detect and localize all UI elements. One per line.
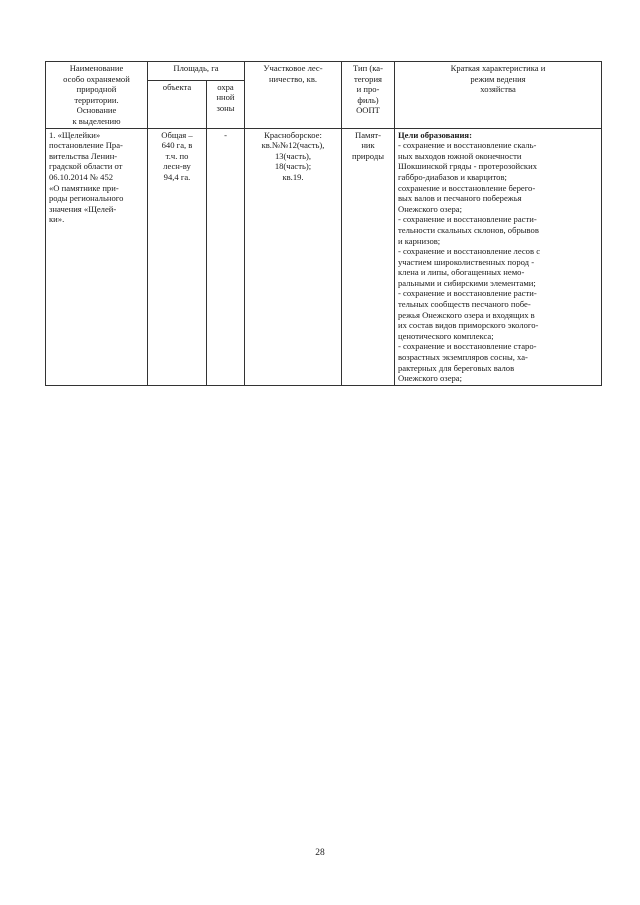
cell-description <box>395 128 602 385</box>
header-area-object: объекта <box>148 80 207 128</box>
header-row <box>46 62 602 81</box>
cell-forestry: Красноборское: кв.№№12(часть), 13(часть), 18(часть); кв.19. <box>245 128 342 385</box>
header-area: Площадь, га <box>148 62 245 81</box>
cell-type: Памят- ник природы <box>342 128 395 385</box>
protected-areas-table <box>45 61 602 386</box>
cell-area-object: Общая – 640 га, в т.ч. по лесн-ву 94,4 га. <box>148 128 207 385</box>
cell-name: 1. «Щелейки» постановление Пра- вительства Ленин- градской области от 06.10.2014 № 452 «О памятнике при- роды регионального значения «Щелей- ки». <box>46 128 148 385</box>
page-number: 28 <box>315 848 325 858</box>
cell-area-buffer: - <box>207 128 245 385</box>
header-type: Тип (ка- тегория и про- филь) ООПТ <box>342 62 395 129</box>
header-name: Наименование особо охраняемой природной территории. Основание к выделению <box>46 62 148 129</box>
header-description: Краткая характеристика и режим ведения хозяйства <box>395 62 602 129</box>
goals-text: - сохранение и восстановление скаль- ных выходов южной оконечности Шокшинской гряды - протерозойских габбро-диабазов и кварцитов; сохранение и восстановление берего- вых валов и песчаного побережья Онежского озера; - сохранение и восстановление расти- тельности скальных склонов, обрывов и карнизов; - сохранение и восстановление лесов с участием широколиственных пород - клена и липы, обогащенных немо- ральными и сибирскими элементами; - сохранение и восстановление расти- тельных сообществ песчаного побе- режья Онежского озера и входящих в их состав видов приморского эколого- ценотического комплекса; - сохранение и восстановление старо- возрастных экземпляров сосны, ха- рактерных для береговых валов Онежского озера; <box>398 140 541 384</box>
header-area-buffer: охра нной зоны <box>207 80 245 128</box>
goals-title: Цели образования: <box>398 129 472 140</box>
header-forestry: Участковое лес- ничество, кв. <box>245 62 342 129</box>
table-row <box>46 128 602 385</box>
